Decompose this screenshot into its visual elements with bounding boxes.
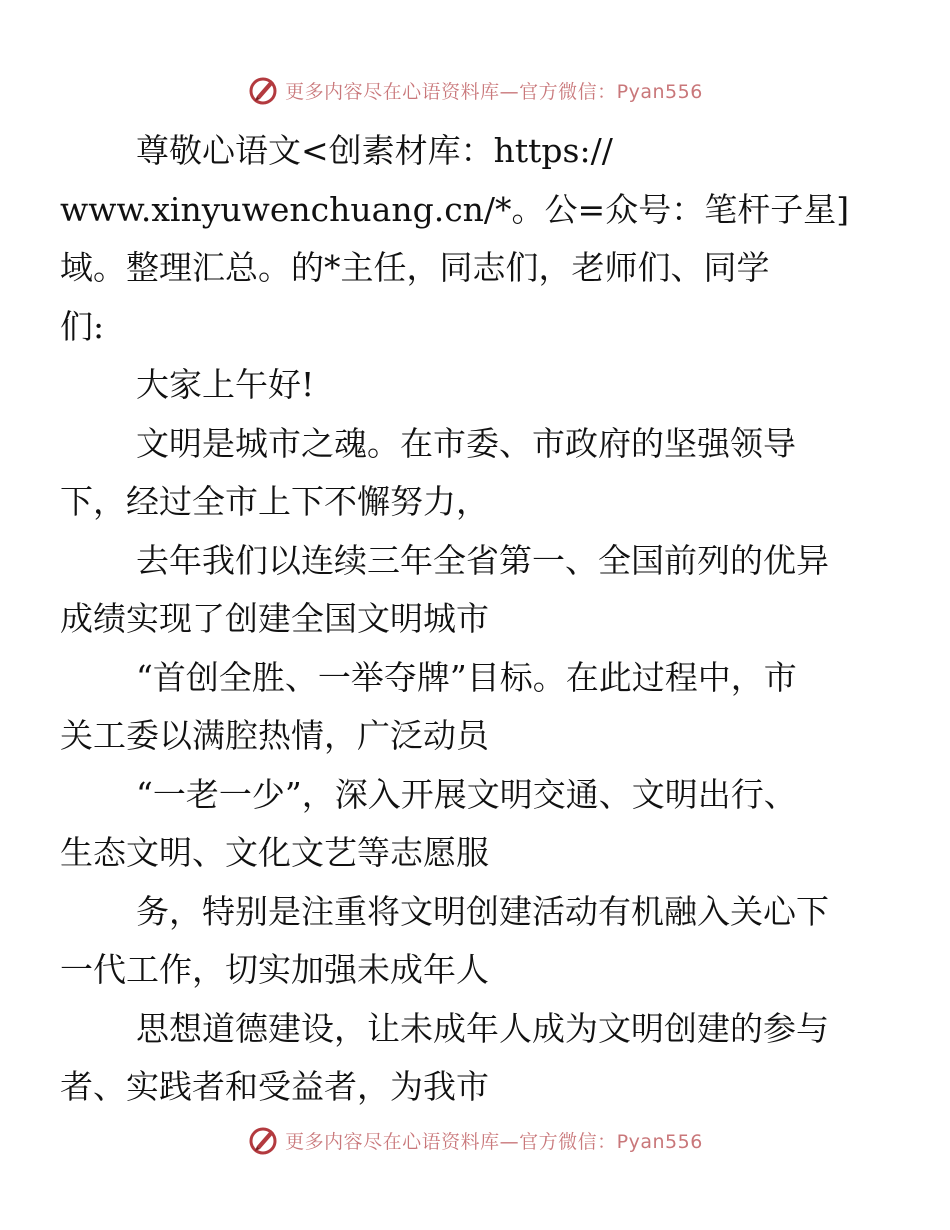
text-line: 域。整理汇总。的*主任，同志们，老师们、同学 — [60, 248, 770, 287]
red-pen-circle-icon — [247, 1124, 279, 1156]
text-line: 生态文明、文化文艺等志愿服 — [60, 833, 489, 872]
paragraph — [60, 532, 858, 649]
text-line: 去年我们以连续三年全省第一、全国前列的优异 — [136, 540, 829, 580]
text-line: 一代工作，切实加强未成年人 — [60, 950, 489, 989]
text-line: “首创全胜、一举夺牌”目标。在此过程中，市 — [136, 657, 797, 697]
text-line: 大家上午好! — [136, 365, 315, 404]
document-body — [60, 122, 858, 1117]
text-line: 者、实践者和受益者，为我市 — [60, 1067, 489, 1106]
footer-banner-text: 更多内容尽在心语资料库—官方微信：Pyan556 — [285, 1130, 703, 1153]
text-line: 关工委以满腔热情，广泛动员 — [60, 716, 489, 755]
text-line: 们: — [60, 306, 105, 346]
text-line: “一老一少”，深入开展文明交通、文明出行、 — [136, 774, 797, 814]
paragraph — [60, 649, 858, 766]
paragraph-salutation — [60, 122, 858, 356]
text-line: 务，特别是注重将文明创建活动有机融入关心下 — [136, 891, 829, 931]
red-pen-circle-icon — [247, 74, 279, 106]
text-line: 成绩实现了创建全国文明城市 — [60, 599, 489, 638]
text-line: 下，经过全市上下不懈努力， — [60, 482, 489, 521]
text-line: 文明是城市之魂。在市委、市政府的坚强领导 — [136, 423, 796, 463]
footer-banner — [0, 1120, 950, 1160]
header-banner-text: 更多内容尽在心语资料库—官方微信：Pyan556 — [285, 80, 703, 103]
text-line: 尊敬心语文<创素材库：https:// — [136, 131, 613, 170]
paragraph — [60, 1000, 858, 1117]
text-line: www.xinyuwenchuang.cn/*。公=众号：笔杆子星] — [60, 189, 850, 229]
paragraph — [60, 766, 858, 883]
paragraph — [60, 415, 858, 532]
paragraph-greeting — [98, 356, 858, 415]
header-banner — [0, 70, 950, 110]
text-line: 思想道德建设，让未成年人成为文明创建的参与 — [136, 1008, 829, 1048]
paragraph — [60, 883, 858, 1000]
